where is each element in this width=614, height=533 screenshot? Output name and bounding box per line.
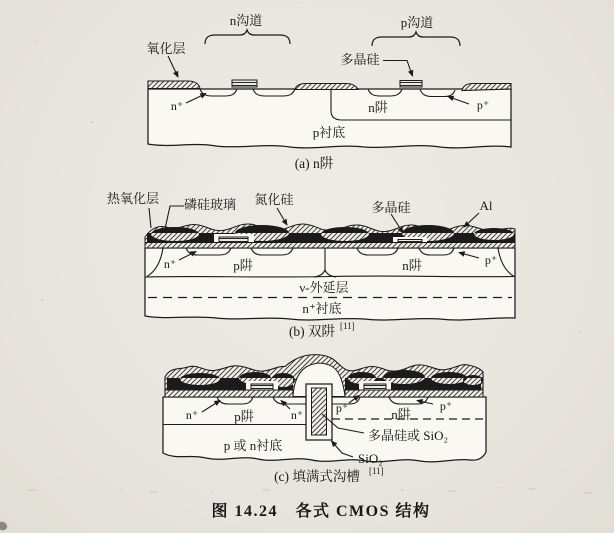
label-trench-liner: SiO₂: [358, 451, 383, 466]
figure-caption: 图 14.24 各式 CMOS 结构: [211, 503, 431, 520]
label-n-plus: n⁺: [170, 99, 184, 113]
field-oxide-middle: [295, 84, 358, 90]
label-p-plus-mid: p⁺: [335, 401, 349, 415]
label-n-plus-left: n⁺: [185, 408, 199, 422]
n-channel-brace: [205, 30, 290, 44]
label-p-well: p阱: [234, 409, 254, 424]
diagram-c-trench: [163, 355, 486, 484]
scan-smudge: [0, 522, 7, 531]
label-n-well: n阱: [391, 407, 411, 422]
label-n-substrate: n⁺衬底: [302, 301, 342, 316]
label-substrate: p 或 n衬底: [223, 438, 283, 453]
label-n-well: n阱: [402, 258, 422, 273]
leader-al-arrow: [464, 213, 479, 227]
leader-thermal-oxide: [149, 208, 151, 228]
label-p-well: p阱: [233, 258, 253, 273]
label-p-substrate: p衬底: [312, 125, 346, 140]
field-oxide-right: [462, 84, 511, 91]
label-p-plus: p⁺: [484, 253, 498, 267]
label-n-plus: n⁺: [163, 257, 177, 271]
label-p-plus: p⁺: [476, 98, 490, 112]
caption-b: (b) 双阱: [288, 324, 336, 339]
well-bottom-epi-line: [145, 276, 515, 277]
label-n-well: n阱: [368, 100, 388, 115]
label-p-channel: p沟道: [400, 15, 434, 30]
leader-poly-arrow: [383, 61, 413, 77]
label-nitride: 氮化硅: [254, 192, 294, 207]
thermal-oxide-strip-left: [165, 390, 293, 397]
caption-b-reference: [11]: [340, 321, 355, 331]
poly-gate-nmos: [232, 80, 257, 87]
p-channel-brace: [372, 32, 460, 46]
field-oxide-left: [148, 81, 200, 89]
label-trench-fill: 多晶硅或 SiO₂: [368, 428, 449, 443]
label-thermal-oxide: 热氧化层: [106, 191, 160, 206]
caption-c-reference: [11]: [369, 466, 384, 476]
label-psg: 磷硅玻璃: [183, 197, 237, 212]
label-p-plus-right: p⁺: [439, 399, 453, 413]
label-oxide: 氧化层: [146, 41, 186, 56]
diagram-a-nwell: [146, 13, 511, 171]
label-n-plus-mid: n⁺: [290, 408, 304, 422]
diagram-b-twin-well: [107, 191, 515, 339]
thermal-oxide-strip-right: [345, 390, 483, 397]
caption-a: (a) n阱: [294, 156, 334, 171]
label-poly: 多晶硅: [371, 200, 411, 215]
leader-nitride-arrow: [277, 208, 287, 225]
leader-oxide-arrow: [168, 56, 178, 77]
poly-gate-pmos: [400, 81, 422, 88]
thermal-oxide-strip: [145, 243, 515, 249]
caption-c: (c) 填满式沟槽: [274, 469, 360, 484]
leader-psg: [165, 206, 184, 229]
label-n-channel: n沟道: [229, 13, 263, 28]
label-epi-layer: ν-外延层: [299, 280, 349, 295]
label-poly: 多晶硅: [340, 52, 380, 67]
trench-fill-poly: [312, 388, 327, 435]
label-al: Al: [479, 198, 493, 213]
